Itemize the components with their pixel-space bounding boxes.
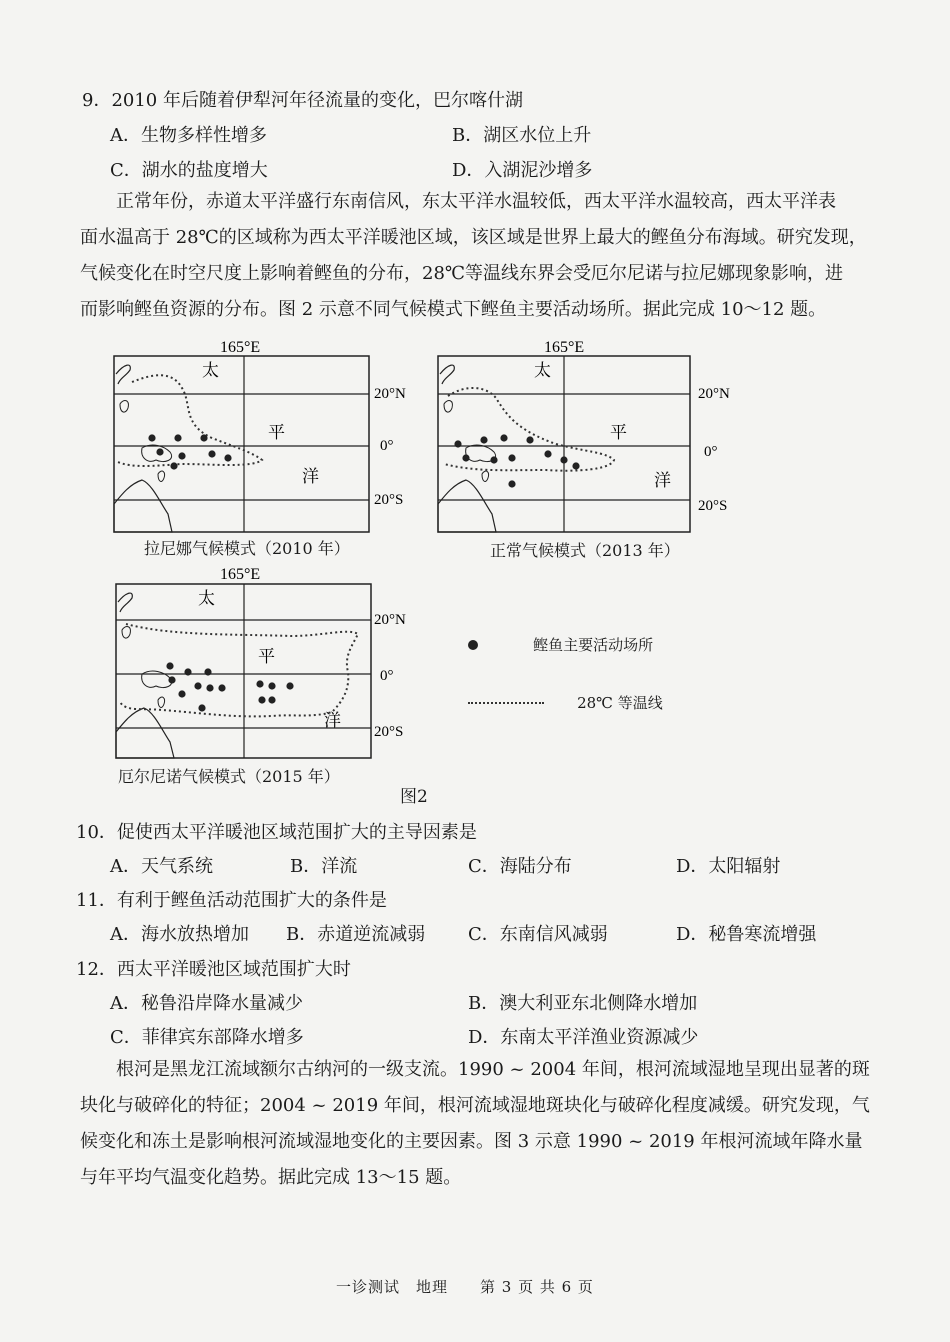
lat-label: 20°N: [374, 612, 406, 628]
passage-2-line: 与年平均气温变化趋势。据此完成 13～15 题。: [80, 1167, 462, 1188]
lat-label: 20°S: [374, 492, 404, 508]
passage-1-line: 面水温高于 28℃的区域称为西太平洋暖池区域，该区域是世界上最大的鲣鱼分布海域。研究发现，: [80, 227, 867, 248]
passage-1-line: 正常年份，赤道太平洋盛行东南信风，东太平洋水温较低，西太平洋水温较高，西太平洋表: [116, 191, 836, 212]
ocean-label: 洋: [654, 471, 671, 491]
lat-label: 20°N: [374, 386, 406, 402]
q12-option-d: D．东南太平洋渔业资源减少: [468, 1027, 699, 1048]
meridian-label: 165°E: [544, 339, 585, 356]
q12-option-a: A．秘鲁沿岸降水量减少: [110, 993, 303, 1014]
passage-2: [80, 1052, 870, 1196]
q11-option-d: D．秘鲁寒流增强: [676, 924, 817, 945]
q10-stem: 10．促使西太平洋暖池区域范围扩大的主导因素是: [76, 822, 477, 843]
q9-option-d: D．入湖泥沙增多: [452, 160, 593, 181]
ocean-label: 平: [610, 423, 627, 443]
ocean-label: 洋: [302, 467, 319, 487]
q10-option-b: B．洋流: [290, 856, 358, 877]
legend-line-item: [468, 692, 663, 713]
q12-option-b: B．澳大利亚东北侧降水增加: [468, 993, 698, 1014]
q10-option-a: A．天气系统: [110, 856, 213, 877]
q11-stem: 11．有利于鲣鱼活动范围扩大的条件是: [76, 890, 387, 911]
ocean-label: 太: [198, 589, 215, 609]
q9-option-b: B．湖区水位上升: [452, 125, 592, 146]
legend-dot-label: 鲣鱼主要活动场所: [533, 636, 654, 654]
passage-1: [80, 184, 870, 328]
meridian-label: 165°E: [220, 566, 261, 583]
lat-label: 20°N: [698, 386, 730, 402]
meridian-label: 165°E: [220, 339, 261, 356]
lat-label: 0°: [380, 668, 394, 684]
page-footer: 一诊测试 地理 第 3 页 共 6 页: [336, 1278, 594, 1296]
legend-dot-item: [468, 634, 653, 655]
map-caption: 拉尼娜气候模式（2010 年）: [144, 539, 350, 558]
map-la-nina-svg: [112, 334, 412, 556]
ocean-label: 太: [534, 361, 551, 381]
legend-line-label: 28℃ 等温线: [577, 694, 663, 712]
lat-label: 0°: [704, 444, 718, 460]
q9-option-a: A．生物多样性增多: [110, 125, 267, 146]
map-normal-svg: [436, 334, 736, 556]
q11-option-b: B．赤道逆流减弱: [286, 924, 426, 945]
passage-2-line: 候变化和冻土是影响根河流域湿地变化的主要因素。图 3 示意 1990 ~ 2019 年根河流域年降水量: [80, 1131, 863, 1152]
q12-stem: 12．西太平洋暖池区域范围扩大时: [76, 959, 351, 980]
ocean-label: 太: [202, 361, 219, 381]
q11-option-c: C．东南信风减弱: [468, 924, 608, 945]
map-el-nino: [112, 562, 422, 792]
lat-label: 20°S: [698, 498, 728, 514]
passage-2-line: 块化与破碎化的特征；2004 ~ 2019 年间，根河流域湿地斑块化与破碎化程度减缓。研究发现，气: [80, 1095, 870, 1116]
figure-label: 图2: [400, 787, 428, 807]
map-caption: 厄尔尼诺气候模式（2015 年）: [118, 767, 340, 786]
q10-option-c: C．海陆分布: [468, 856, 572, 877]
map-caption: 正常气候模式（2013 年）: [490, 541, 680, 560]
map-la-nina: [112, 334, 412, 556]
q9-option-c: C．湖水的盐度增大: [110, 160, 268, 181]
dotted-line-icon: [468, 702, 544, 704]
ocean-label: 洋: [324, 711, 341, 731]
q12-option-c: C．菲律宾东部降水增多: [110, 1027, 304, 1048]
passage-1-line: 气候变化在时空尺度上影响着鲣鱼的分布，28℃等温线东界会受厄尔尼诺与拉尼娜现象影响，进: [80, 263, 844, 284]
lat-label: 0°: [380, 438, 394, 454]
lat-label: 20°S: [374, 724, 404, 740]
q9-stem: 9．2010 年后随着伊犁河年径流量的变化，巴尔喀什湖: [82, 90, 523, 111]
ocean-label: 平: [268, 423, 285, 443]
map-normal: [436, 334, 736, 560]
passage-1-line: 而影响鲣鱼资源的分布。图 2 示意不同气候模式下鲣鱼主要活动场所。据此完成 10～12 题。: [80, 299, 827, 320]
ocean-label: 平: [258, 647, 275, 667]
passage-2-line: 根河是黑龙江流域额尔古纳河的一级支流。1990 ~ 2004 年间，根河流域湿地呈现出显著的斑: [116, 1059, 870, 1080]
map-el-nino-svg: [112, 562, 422, 792]
q10-option-d: D．太阳辐射: [676, 856, 781, 877]
dot-marker-icon: [468, 640, 478, 650]
q11-option-a: A．海水放热增加: [110, 924, 249, 945]
